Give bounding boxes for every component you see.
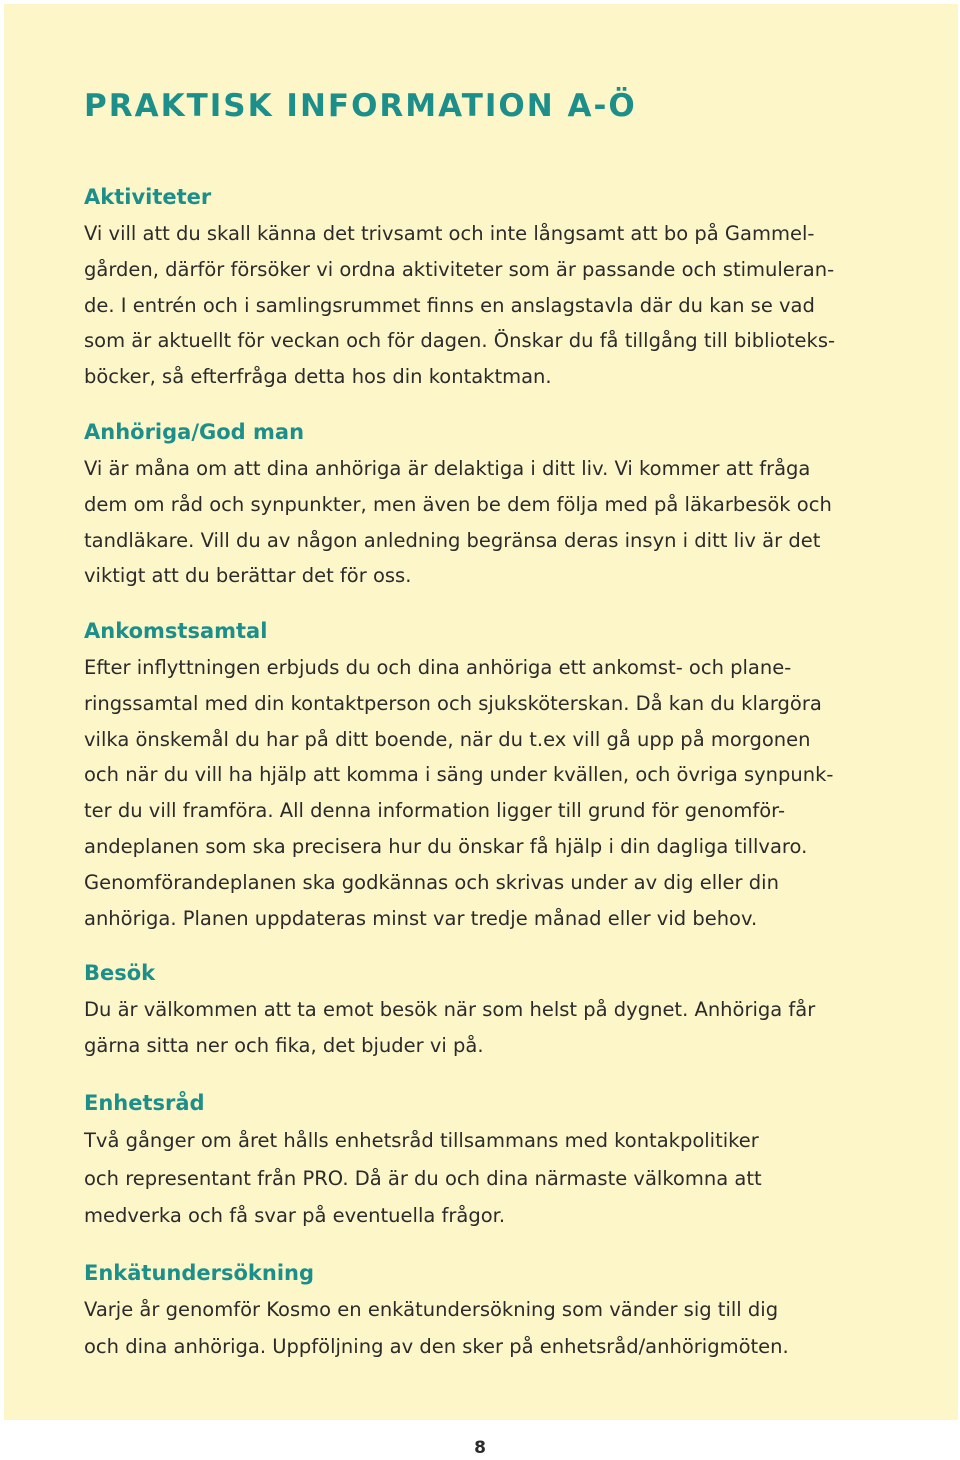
body-line: Genomförandeplanen ska godkännas och skrivas under av dig eller din	[84, 870, 779, 894]
section-heading: Enkätundersökning	[84, 1261, 315, 1285]
body-line: de. I entrén och i samlingsrummet finns en anslagstavla där du kan se vad	[84, 293, 815, 317]
body-line: tandläkare. Vill du av någon anledning begränsa deras insyn i ditt liv är det	[84, 528, 821, 552]
section-heading: Ankomstsamtal	[84, 619, 268, 643]
body-line: medverka och få svar på eventuella frågor.	[84, 1204, 506, 1227]
body-line: och när du vill ha hjälp att komma i säng under kvällen, och övriga synpunk-	[84, 763, 834, 787]
body-line: gärna sitta ner och fika, det bjuder vi på.	[84, 1033, 484, 1057]
section-body	[84, 650, 914, 936]
body-line: som är aktuellt för veckan och för dagen. Önskar du få tillgång till biblioteks-	[84, 329, 836, 353]
body-line: anhöriga. Planen uppdateras minst var tredje månad eller vid behov.	[84, 906, 758, 930]
section-heading: Aktiviteter	[84, 185, 212, 209]
body-line: Du är välkommen att ta emot besök när som helst på dygnet. Anhöriga får	[84, 998, 816, 1021]
body-line: Vi är måna om att dina anhöriga är delaktiga i ditt liv. Vi kommer att fråga	[84, 457, 811, 480]
section-enkatundersokning	[84, 1259, 914, 1365]
section-heading: Anhöriga/God man	[84, 420, 305, 444]
body-line: vilka önskemål du har på ditt boende, när du t.ex vill gå upp på morgonen	[84, 727, 811, 751]
page-title: PRAKTISK INFORMATION A-Ö	[84, 88, 637, 124]
section-besok	[84, 959, 914, 1064]
section-body	[84, 992, 914, 1064]
body-line: gården, därför försöker vi ordna aktiviteter som är passande och stimuleran-	[84, 257, 835, 281]
body-line: viktigt att du berättar det för oss.	[84, 564, 412, 588]
section-anhoriga-god-man	[84, 418, 914, 594]
section-body	[84, 451, 914, 594]
section-heading: Besök	[84, 961, 156, 985]
body-line: Två gånger om året hålls enhetsråd tillsammans med kontakpolitiker	[84, 1129, 759, 1152]
body-line: böcker, så efterfråga detta hos din kontaktman.	[84, 365, 552, 389]
body-line: Efter inflyttningen erbjuds du och dina anhöriga ett ankomst- och plane-	[84, 656, 792, 679]
section-body	[84, 216, 914, 395]
body-line: och dina anhöriga. Uppföljning av den sker på enhetsråd/anhörigmöten.	[84, 1334, 789, 1358]
section-heading: Enhetsråd	[84, 1091, 205, 1115]
body-line: Varje år genomför Kosmo en enkätundersökning som vänder sig till dig	[84, 1298, 779, 1321]
body-line: Vi vill att du skall känna det trivsamt och inte långsamt att bo på Gammel-	[84, 222, 815, 245]
page-number: 8	[474, 1438, 486, 1458]
body-line: dem om råd och synpunkter, men även be dem följa med på läkarbesök och	[84, 492, 832, 516]
section-body	[84, 1292, 914, 1365]
section-aktiviteter	[84, 183, 914, 395]
body-line: ter du vill framföra. All denna information ligger till grund för genomför-	[84, 799, 785, 823]
section-body	[84, 1122, 914, 1235]
body-line: andeplanen som ska precisera hur du önskar få hjälp i din dagliga tillvaro.	[84, 834, 808, 858]
section-enhetsrad	[84, 1089, 914, 1235]
section-ankomstsamtal	[84, 617, 914, 936]
body-line: ringssamtal med din kontaktperson och sjuksköterskan. Då kan du klargöra	[84, 691, 822, 715]
body-line: och representant från PRO. Då är du och dina närmaste välkomna att	[84, 1166, 762, 1190]
